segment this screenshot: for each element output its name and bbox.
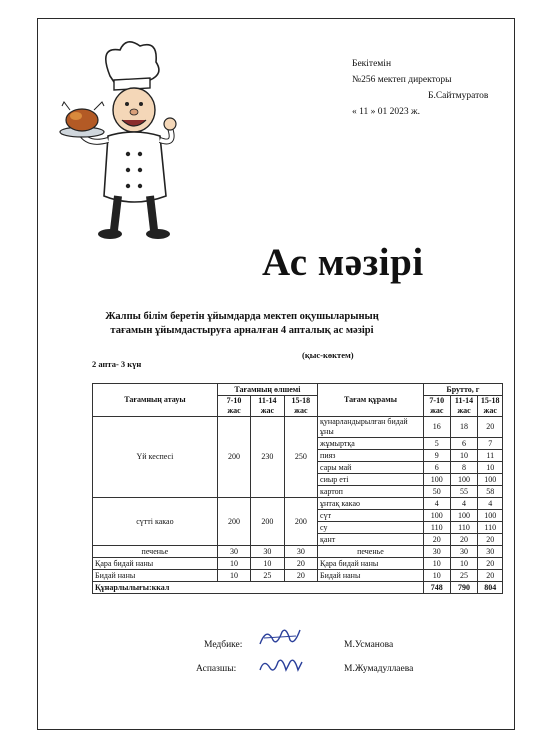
gross-value: 100 <box>450 474 478 486</box>
ingredient-name: Қара бидай наны <box>318 558 424 570</box>
ingredient-name: су <box>318 522 424 534</box>
total-row <box>93 582 503 594</box>
portion-value: 230 <box>251 417 284 498</box>
dish-name: печенье <box>93 546 218 558</box>
gross-value: 30 <box>478 546 503 558</box>
portion-value: 20 <box>284 570 317 582</box>
gross-value: 20 <box>423 534 450 546</box>
gross-value: 10 <box>478 462 503 474</box>
gross-value: 30 <box>450 546 478 558</box>
header-portion: Тағамның өлшемі <box>217 384 317 396</box>
week-day-label: 2 апта- 3 күн <box>92 359 142 369</box>
nurse-signature <box>256 624 306 652</box>
portion-value: 30 <box>217 546 250 558</box>
portion-value: 10 <box>217 558 250 570</box>
gross-value: 5 <box>423 438 450 450</box>
header-gross-age-1: 7-10 жас <box>423 396 450 417</box>
table-row <box>93 570 503 582</box>
gross-value: 10 <box>423 570 450 582</box>
ingredient-name: жұмыртқа <box>318 438 424 450</box>
portion-value: 10 <box>251 558 284 570</box>
cook-role: Аспазшы: <box>196 664 237 674</box>
ingredient-name: қунарландырылған бидай ұны <box>318 417 424 438</box>
portion-value: 200 <box>284 498 317 546</box>
dish-name: сүтті какао <box>93 498 218 546</box>
ingredient-name: пияз <box>318 450 424 462</box>
table-row <box>93 558 503 570</box>
table-row <box>93 417 503 438</box>
gross-value: 100 <box>478 510 503 522</box>
ingredient-name: печенье <box>318 546 424 558</box>
gross-value: 6 <box>423 462 450 474</box>
portion-value: 30 <box>251 546 284 558</box>
ingredient-name: сиыр еті <box>318 474 424 486</box>
ingredient-name: картоп <box>318 486 424 498</box>
gross-value: 110 <box>450 522 478 534</box>
ingredient-name: ұнтақ какао <box>318 498 424 510</box>
dish-name: Бидай наны <box>93 570 218 582</box>
header-dish-name: Тағамның атауы <box>93 384 218 417</box>
gross-value: 50 <box>423 486 450 498</box>
dish-name: Үй кеспесі <box>93 417 218 498</box>
gross-value: 16 <box>423 417 450 438</box>
portion-value: 10 <box>217 570 250 582</box>
gross-value: 20 <box>478 570 503 582</box>
gross-value: 4 <box>478 498 503 510</box>
gross-value: 100 <box>423 510 450 522</box>
header-age-2: 11-14 жас <box>251 396 284 417</box>
cook-name: М.Жумадуллаева <box>344 664 414 674</box>
gross-value: 9 <box>423 450 450 462</box>
gross-value: 8 <box>450 462 478 474</box>
dish-name: Қара бидай наны <box>93 558 218 570</box>
season-label: (қыс-көктем) <box>302 350 354 360</box>
page-title: Ас мәзірі <box>262 241 424 284</box>
header-age-3: 15-18 жас <box>284 396 317 417</box>
ingredient-name: сары май <box>318 462 424 474</box>
subtitle: Жалпы білім беретін ұйымдарда мектеп оқушыларының тағамын ұйымдастыруға арналған 4 апталық ас мәзірі <box>105 311 379 336</box>
gross-value: 4 <box>450 498 478 510</box>
gross-value: 100 <box>423 474 450 486</box>
ingredient-name: сүт <box>318 510 424 522</box>
total-label: Құнарлылығы:ккал <box>93 582 424 594</box>
portion-value: 250 <box>284 417 317 498</box>
approval-line-3: Б.Сайтмуратов <box>428 91 489 101</box>
gross-value: 10 <box>450 558 478 570</box>
nurse-name: М.Усманова <box>344 640 394 650</box>
chef-illustration <box>58 36 188 248</box>
gross-value: 100 <box>478 474 503 486</box>
approval-line-1: Бекітемін <box>352 59 392 69</box>
gross-value: 10 <box>423 558 450 570</box>
gross-value: 20 <box>478 534 503 546</box>
gross-value: 110 <box>478 522 503 534</box>
approval-line-4: « 11 » 01 2023 ж. <box>352 107 420 117</box>
portion-value: 20 <box>284 558 317 570</box>
gross-value: 25 <box>450 570 478 582</box>
nurse-role: Медбике: <box>204 640 243 650</box>
approval-block <box>352 56 512 120</box>
gross-value: 4 <box>423 498 450 510</box>
ingredient-name: Бидай наны <box>318 570 424 582</box>
portion-value: 200 <box>217 417 250 498</box>
total-value: 748 <box>423 582 450 594</box>
gross-value: 6 <box>450 438 478 450</box>
menu-table <box>92 383 503 594</box>
cook-signature <box>256 652 306 680</box>
gross-value: 30 <box>423 546 450 558</box>
total-value: 804 <box>478 582 503 594</box>
gross-value: 20 <box>478 417 503 438</box>
portion-value: 200 <box>217 498 250 546</box>
gross-value: 7 <box>478 438 503 450</box>
header-gross: Брутто, г <box>423 384 502 396</box>
gross-value: 100 <box>450 510 478 522</box>
header-composition: Тағам құрамы <box>318 384 424 417</box>
portion-value: 200 <box>251 498 284 546</box>
header-gross-age-3: 15-18 жас <box>478 396 503 417</box>
header-row-1 <box>93 384 503 396</box>
header-gross-age-2: 11-14 жас <box>450 396 478 417</box>
portion-value: 30 <box>284 546 317 558</box>
gross-value: 10 <box>450 450 478 462</box>
gross-value: 18 <box>450 417 478 438</box>
total-value: 790 <box>450 582 478 594</box>
gross-value: 11 <box>478 450 503 462</box>
approval-line-2: №256 мектеп директоры <box>352 75 452 85</box>
table-row <box>93 498 503 510</box>
gross-value: 110 <box>423 522 450 534</box>
ingredient-name: қант <box>318 534 424 546</box>
gross-value: 58 <box>478 486 503 498</box>
header-age-1: 7-10 жас <box>217 396 250 417</box>
portion-value: 25 <box>251 570 284 582</box>
gross-value: 55 <box>450 486 478 498</box>
table-row <box>93 546 503 558</box>
gross-value: 20 <box>450 534 478 546</box>
gross-value: 20 <box>478 558 503 570</box>
